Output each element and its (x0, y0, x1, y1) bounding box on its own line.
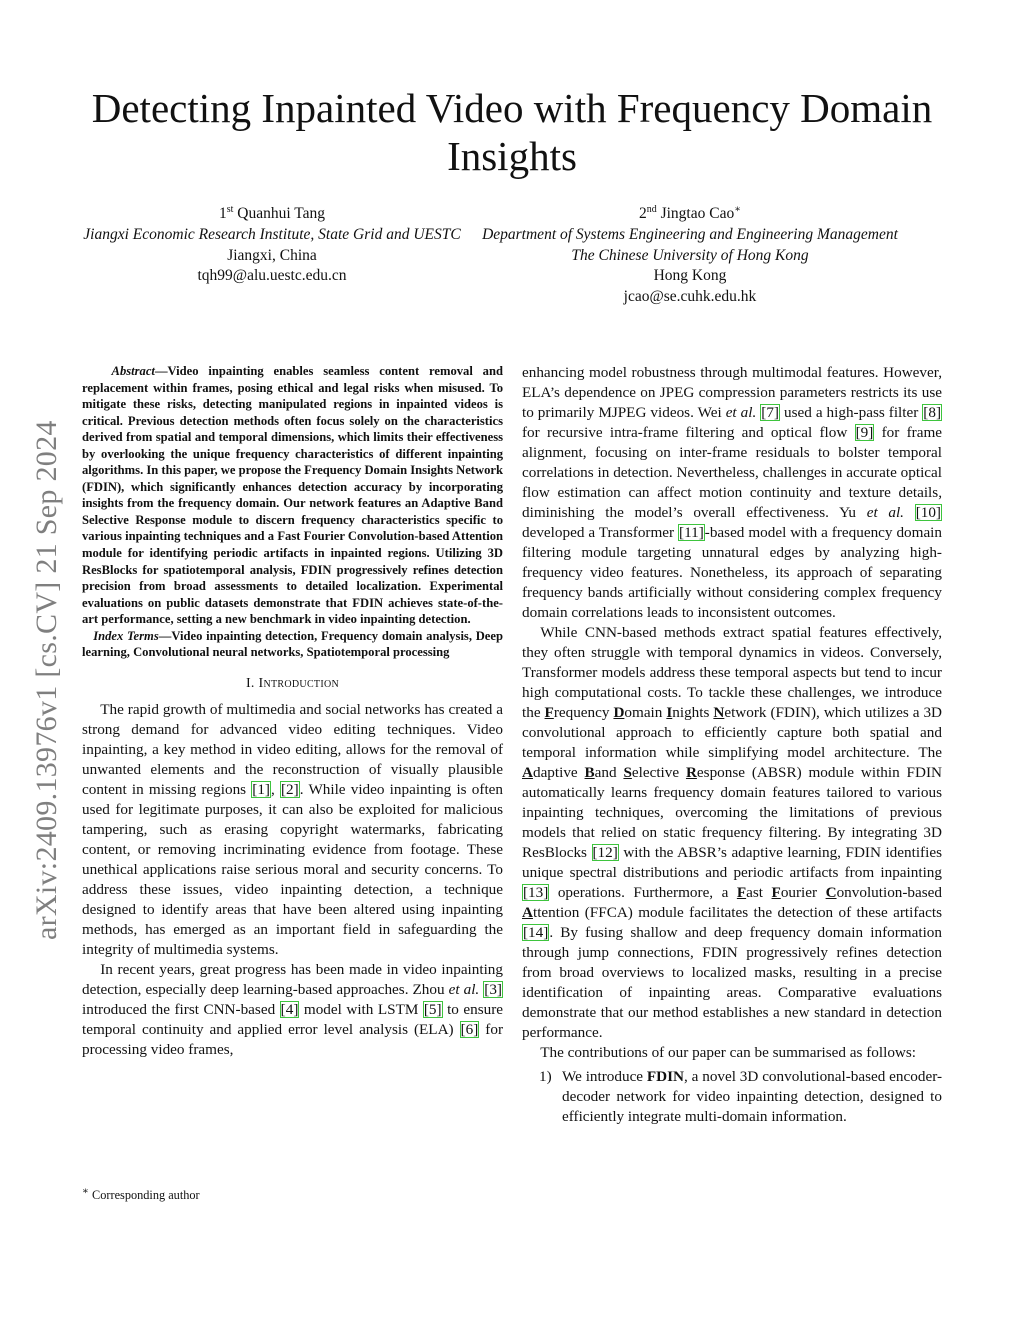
right-column (522, 363, 942, 1127)
list-item: 1) We introduce FDIN, a novel 3D convolutional-based encoder-decoder network for video inpainting detection, designed to efficiently integrate multi-domain information. (539, 1068, 942, 1125)
citation-link[interactable]: [13] (523, 884, 549, 901)
arxiv-stamp: arXiv:2409.13976v1 [cs.CV] 21 Sep 2024 (30, 420, 63, 940)
citation-link[interactable]: [5] (423, 1000, 442, 1018)
right-paragraph-1: enhancing model robustness through multimodal features. However, ELA’s dependence on JPEG compression parameters restricts its use to primarily MJPEG videos. Wei et al. [7] used a high-pass filter [8] for recursive intra-frame filtering and optical flow [9] for frame alignment, focusing on inter-frame residuals to bolster temporal correlations in detection. Nevertheless, challenges in accurate optical flow estimation can affect motion continuity and texture details, diminishing the model’s overall effectiveness. Yu et al. [10] developed a Transformer [11]-based model with a frequency domain filtering module targeting unnatural edges by analyzing high-frequency video features. Nonetheless, its approach of separating frequency bands artificially without considering complex frequency domain correlations leads to inconsistent outcomes. (522, 364, 942, 621)
citation-link[interactable]: [9] (855, 424, 874, 441)
author-affiliation-2: The Chinese University of Hong Kong (571, 246, 809, 264)
author-email: jcao@se.cuhk.edu.hk (623, 287, 757, 305)
author-email: tqh99@alu.uestc.edu.cn (197, 267, 347, 285)
citation-link[interactable]: [6] (460, 1020, 479, 1038)
section-heading: I. Introduction (245, 675, 340, 691)
author-affiliation: Jiangxi Economic Research Institute, State Grid and UESTC (83, 225, 461, 243)
author-block-2 (440, 200, 940, 308)
author-affiliation: Department of Systems Engineering and Engineering Management (482, 225, 898, 243)
citation-link[interactable]: [1] (252, 780, 270, 798)
citation-link[interactable]: [8] (923, 404, 942, 421)
citation-link[interactable]: [7] (761, 404, 779, 421)
author-location: Jiangxi, China (227, 246, 317, 264)
author-name: 1st Quanhui Tang (218, 204, 326, 223)
intro-paragraph-2: In recent years, great progress has been made in video inpainting detection, especially deep learning-based approaches. Zhou et al. [3] introduced the first CNN-based [4] model with LSTM [5] to ensure temporal continuity and applied error level analysis (ELA) [6] for processing video frames, (82, 960, 504, 1058)
citation-link[interactable]: [14] (523, 924, 549, 941)
abstract: Abstract—Video inpainting enables seamless content removal and replacement within frames, posing ethical and legal risks when misused. To mitigate these risks, detecting manipulated regions in inpainted videos is critical. Previous detection methods often focus solely on the characteristics derived from spatial and temporal dimensions, which limits their effectiveness by overlooking the unique frequency characteristics of different inpainting algorithms. In this paper, we propose the Frequency Domain Insights Network (FDIN), which significantly enhances detection accuracy by incorporating insights from the frequency domain. Our network features an Adaptive Band Selective Response module to discern frequency characteristics specific to various inpainting techniques and a Fast Fourier Convolution-based Attention module for identifying periodic artifacts in inpainted regions. Utilizing 3D ResBlocks for spatiotemporal analysis, FDIN progressively refines detection precision from broad assessments to detailed localization. Experimental evaluations on public datasets demonstrate that FDIN achieves state-of-the-art performance, setting a new benchmark in video inpainting detection. (82, 364, 503, 627)
paper-title: Detecting Inpainted Video with Frequency Domain Insights (91, 85, 933, 179)
citation-link[interactable]: [2] (281, 780, 299, 798)
intro-paragraph-1: The rapid growth of multimedia and social networks has created a strong demand for advanced video editing techniques. Video inpainting, a key method in video editing, allows for the removal of unwanted elements and the reconstruction of visually plausible content in missing regions [1], [2]. While video inpainting is often used for legitimate purposes, it can also be exploited for malicious tampering, such as erasing copyright watermarks, fabricating content, or removing incriminating evidence from footage. These unethical applications raise serious moral and security concerns. To address these issues, video inpainting detection, a technique designed to identify areas that have been altered using inpainting methods, has emerged as an important field in safeguarding the integrity of multimedia systems. (82, 700, 503, 958)
right-paragraph-2: While CNN-based methods extract spatial features effectively, they often struggle with temporal dynamics in videos. Conversely, Transformer models address these temporal aspects but tend to incur high computational costs. To tackle these challenges, we introduce the Frequency Domain Inights Network (FDIN), which utilizes a 3D convolutional approach to efficiently capture both spatial and temporal information while simplifying model architecture. The Adaptive Band Selective Response (ABSR) module within FDIN automatically learns frequency domain features tailored to various inpainting techniques, overcoming the limitations of previous models that relied on static frequency filtering. By integrating 3D ResBlocks [12] with the ABSR’s adaptive learning, FDIN identifies unique spectral distributions and periodic artifacts from inpainting [13] operations. Furthermore, a Fast Fourier Convolution-based Attention (FFCA) module facilitates the detection of these artifacts [14]. By fusing shallow and deep frequency domain information through jump connections, FDIN progressively refines detection from broad overviews to localized masks, resulting in a precise identification of inpainting areas. Comparative evaluations demonstrate that our method establishes a new standard in detection performance. (522, 624, 943, 1041)
left-column (82, 363, 503, 1060)
citation-link[interactable]: [11] (679, 524, 704, 541)
contributions-list (522, 1067, 942, 1127)
author-block-1 (82, 200, 462, 287)
right-paragraph-3: The contributions of our paper can be summarised as follows: (540, 1044, 917, 1061)
citation-link[interactable]: [12] (592, 844, 618, 861)
author-location: Hong Kong (653, 267, 727, 285)
citation-link[interactable]: [10] (915, 504, 941, 521)
citation-link[interactable]: [3] (484, 980, 502, 998)
author-name: 2nd Jingtao Cao∗ (638, 204, 742, 223)
index-terms: Index Terms—Video inpainting detection, Frequency domain analysis, Deep learning, Convolutional neural networks, Spatiotemporal processing (82, 628, 503, 660)
citation-link[interactable]: [4] (280, 1000, 299, 1018)
footnote: ∗ Corresponding author (82, 1186, 200, 1203)
